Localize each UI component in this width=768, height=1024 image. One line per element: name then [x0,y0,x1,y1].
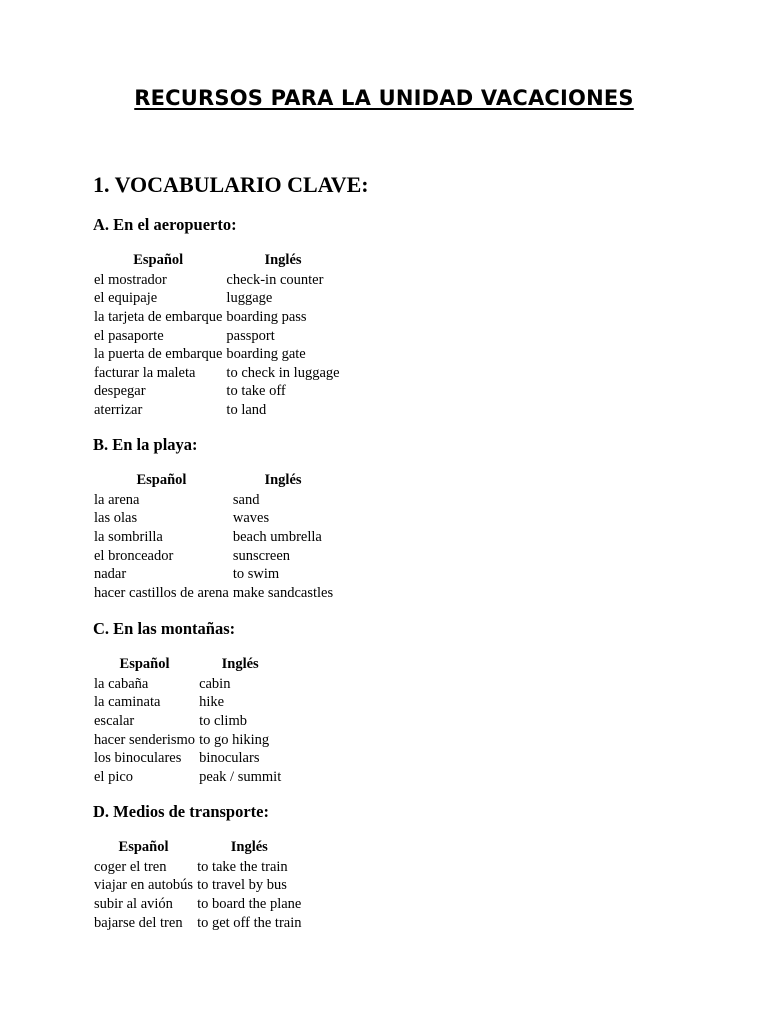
column-header-espanol: Español [118,838,169,855]
document-title: RECURSOS PARA LA UNIDAD VACACIONES [134,86,634,110]
table-row [92,528,335,547]
spanish-term: coger el tren [94,858,167,875]
english-term: peak / summit [199,768,282,785]
subheading-montanas: C. En las montañas: [93,619,236,638]
spanish-term: despegar [94,383,146,400]
column-header-espanol: Español [136,471,187,488]
column-header-espanol: Español [119,655,170,672]
spanish-term: la cabaña [94,675,149,692]
column-header-ingles: Inglés [264,471,302,488]
vocab-table-transporte [92,838,304,932]
spanish-term: hacer senderismo [94,731,196,748]
english-term: passport [226,327,275,344]
english-term: to travel by bus [197,877,287,894]
spanish-term: escalar [94,712,135,729]
column-header-espanol: Español [133,251,184,268]
table-row [92,712,283,731]
table-row [92,914,304,933]
spanish-term: el pico [94,768,134,785]
table-row [92,565,335,584]
english-term: beach umbrella [232,528,322,545]
spanish-term: los binoculares [94,750,182,767]
english-term: to board the plane [197,895,302,912]
table-row [92,510,335,529]
spanish-term: las olas [94,510,138,527]
table-row [92,749,283,768]
table-header-row [92,251,342,271]
spanish-term: viajar en autobús [94,877,194,894]
table-row [92,345,342,364]
spanish-term: la caminata [94,694,161,711]
subheading-aeropuerto: A. En el aeropuerto: [93,215,237,234]
table-row [92,675,283,694]
section-heading-vocabulario: 1. VOCABULARIO CLAVE: [93,172,369,197]
table-row [92,895,304,914]
table-header-row [92,471,335,491]
table-row [92,327,342,346]
table-row [92,584,335,603]
spanish-term: la puerta de embarque [94,346,223,363]
table-row [92,290,342,309]
spanish-term: el bronceador [94,547,174,564]
vocab-table-aeropuerto [92,251,342,420]
column-header-ingles: Inglés [230,838,268,855]
vocab-table-montanas [92,655,283,787]
english-term: waves [232,510,270,527]
english-term: luggage [226,290,273,307]
english-term: to swim [232,566,280,583]
english-term: check-in counter [226,271,324,288]
table-row [92,731,283,750]
subheading-playa: B. En la playa: [93,435,198,454]
table-row [92,364,342,383]
spanish-term: el pasaporte [94,327,164,344]
table-row [92,308,342,327]
spanish-term: aterrizar [94,401,143,418]
column-header-ingles: Inglés [221,655,259,672]
spanish-term: la tarjeta de embarque [94,308,223,325]
spanish-term: la sombrilla [94,528,163,545]
column-header-ingles: Inglés [264,251,302,268]
spanish-term: el equipaje [94,290,158,307]
english-term: to take the train [197,858,288,875]
subheading-transporte: D. Medios de transporte: [93,802,269,821]
english-term: to land [226,401,267,418]
table-row [92,858,304,877]
table-row [92,491,335,510]
english-term: to climb [199,712,247,729]
table-row [92,547,335,566]
table-row [92,694,283,713]
vocab-table-playa [92,471,335,603]
english-term: hike [199,694,225,711]
spanish-term: subir al avión [94,895,173,912]
english-term: sunscreen [232,547,291,564]
spanish-term: nadar [94,566,127,583]
table-row [92,271,342,290]
spanish-term: bajarse del tren [94,914,183,931]
english-term: to take off [226,383,286,400]
english-term: sand [232,491,260,508]
spanish-term: el mostrador [94,271,167,288]
table-header-row [92,655,283,675]
english-term: cabin [199,675,231,692]
spanish-term: hacer castillos de arena [94,584,229,601]
spanish-term: facturar la maleta [94,364,196,381]
english-term: boarding gate [226,346,306,363]
table-row [92,401,342,420]
spanish-term: la arena [94,491,140,508]
english-term: to go hiking [199,731,270,748]
table-header-row [92,838,304,858]
table-row [92,383,342,402]
table-row [92,877,304,896]
english-term: to get off the train [197,914,302,931]
table-row [92,768,283,787]
english-term: boarding pass [226,308,307,325]
english-term: binoculars [199,750,260,767]
english-term: make sandcastles [232,584,334,601]
english-term: to check in luggage [226,364,340,381]
